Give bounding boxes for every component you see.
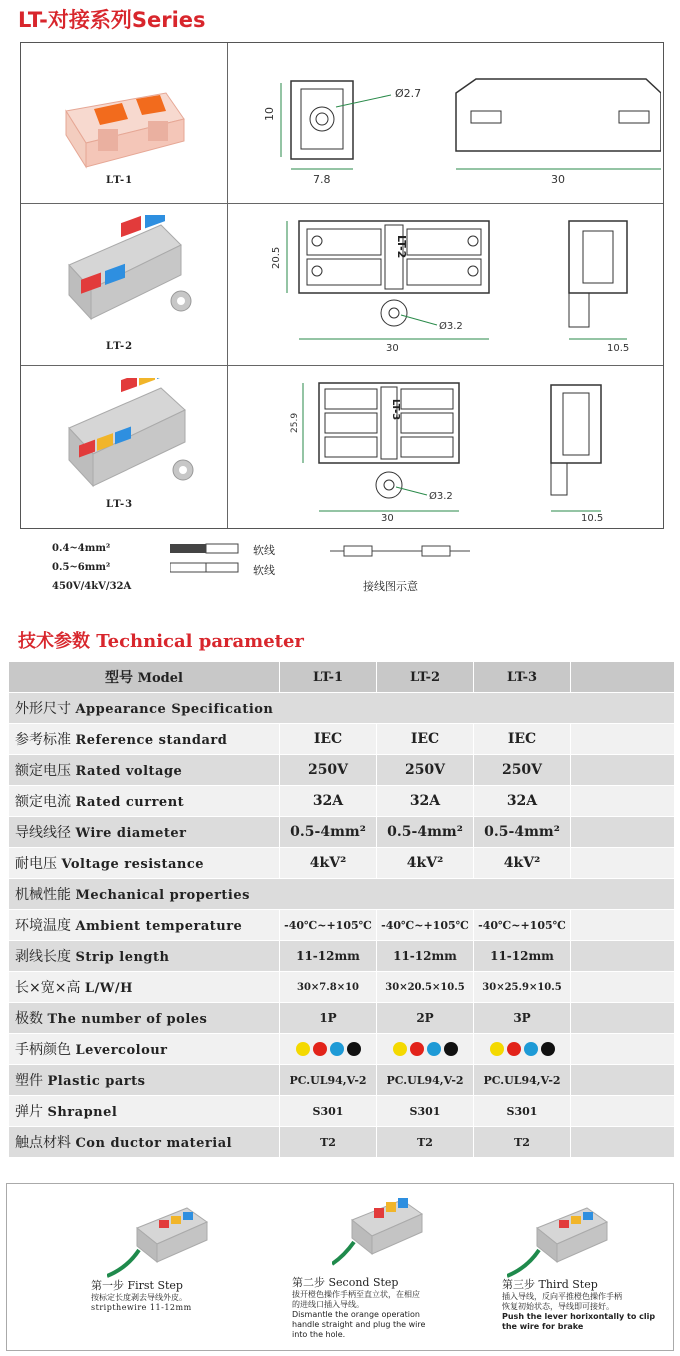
table-header-row xyxy=(9,662,675,693)
row-value: 0.5-4mm² xyxy=(377,817,474,848)
row-spacer xyxy=(571,724,675,755)
table-row xyxy=(9,1096,675,1127)
row-value: 4kV² xyxy=(280,848,377,879)
row-label: 额定电压 Rated voltage xyxy=(9,755,280,786)
step2-image xyxy=(332,1190,442,1270)
row-label: 极数 The number of poles xyxy=(9,1003,280,1034)
row-label: 弹片 Shrapnel xyxy=(9,1096,280,1127)
row-value: IEC xyxy=(474,724,571,755)
header-col-lt2: LT-2 xyxy=(377,662,474,693)
colour-swatch xyxy=(427,1042,441,1056)
lt2-dim-length: 30 xyxy=(386,343,399,354)
series-table xyxy=(20,42,664,529)
step3-desc: 插入导线，反向平推橙色操作手柄 恢复初始状态，导线即可接好。 Push the lever horixontally to clip the wire for brake xyxy=(502,1292,656,1331)
lt1-caption: LT-1 xyxy=(106,175,134,186)
row-label: 环境温度 Ambient temperature xyxy=(9,910,280,941)
row-value: 30×20.5×10.5 xyxy=(377,972,474,1003)
legend-soft2: 软线 xyxy=(253,564,275,577)
legend-wiring: 接线图示意 xyxy=(363,580,418,593)
header-col-lt3: LT-3 xyxy=(474,662,571,693)
row-value: 32A xyxy=(377,786,474,817)
row-value: 0.5-4mm² xyxy=(474,817,571,848)
row-spacer xyxy=(571,1034,675,1065)
table-row xyxy=(9,1127,675,1158)
table-row xyxy=(9,786,675,817)
lt1-dim-hole: Ø2.7 xyxy=(395,87,422,100)
colour-swatch xyxy=(490,1042,504,1056)
row-value: 4kV² xyxy=(377,848,474,879)
row-label: 耐电压 Voltage resistance xyxy=(9,848,280,879)
row-label: 机械性能 Mechanical properties xyxy=(9,879,675,910)
legend-size2: 0.5~6mm² xyxy=(52,562,111,573)
lt2-dim-hole: Ø3.2 xyxy=(439,321,463,332)
lt3-dim-hole: Ø3.2 xyxy=(429,491,453,502)
step2-desc: 拔开橙色操作手柄至直立状，在相应 的进线口插入导线。 Dismantle the orange operation handle straight and plug the wire into the hole. xyxy=(292,1290,426,1339)
lt3-drawing xyxy=(251,373,661,523)
colour-swatch xyxy=(524,1042,538,1056)
colour-swatch xyxy=(507,1042,521,1056)
row-spacer xyxy=(571,786,675,817)
header-model: 型号 Model xyxy=(9,662,280,693)
step1-title: 第一步 First Step xyxy=(91,1279,183,1292)
row-value: 250V xyxy=(377,755,474,786)
lt1-product-image xyxy=(56,71,196,181)
lt3-dim-height: 25.9 xyxy=(290,412,300,433)
row-label: 手柄颜色 Levercolour xyxy=(9,1034,280,1065)
row-value: T2 xyxy=(377,1127,474,1158)
table-row xyxy=(9,724,675,755)
table-row xyxy=(9,941,675,972)
colour-swatch xyxy=(330,1042,344,1056)
row-value: 250V xyxy=(474,755,571,786)
lt3-product-image xyxy=(61,378,211,498)
legend-size1: 0.4~4mm² xyxy=(52,543,111,554)
row-label: 长×宽×高 L/W/H xyxy=(9,972,280,1003)
legend-rating: 450V/4kV/32A xyxy=(52,581,132,592)
lt3-caption: LT-3 xyxy=(106,499,134,510)
row-value: 11-12mm xyxy=(474,941,571,972)
table-row xyxy=(9,879,675,910)
lt2-dim-height: 20.5 xyxy=(271,246,282,269)
step1-desc: 按标定长度剥去导线外皮。 stripthewire 11-12mm xyxy=(91,1293,192,1312)
table-row xyxy=(9,848,675,879)
page-title: LT-对接系列Series xyxy=(18,8,206,32)
row-value: 11-12mm xyxy=(280,941,377,972)
row-value: 11-12mm xyxy=(377,941,474,972)
row-spacer xyxy=(571,1003,675,1034)
tech-title-en: Technical parameter xyxy=(96,631,304,652)
lever-colour-swatches xyxy=(280,1034,377,1065)
header-col-lt1: LT-1 xyxy=(280,662,377,693)
legend-soft1: 软线 xyxy=(253,544,275,557)
row-value: PC.UL94,V-2 xyxy=(377,1065,474,1096)
row-value: PC.UL94,V-2 xyxy=(474,1065,571,1096)
row-value: T2 xyxy=(280,1127,377,1158)
row-label: 触点材料 Con ductor material xyxy=(9,1127,280,1158)
lt2-drawing xyxy=(251,211,661,356)
lever-colour-swatches xyxy=(474,1034,571,1065)
colour-swatch xyxy=(410,1042,424,1056)
table-row xyxy=(9,910,675,941)
table-row xyxy=(9,1034,675,1065)
step1-image xyxy=(107,1198,217,1278)
colour-swatch xyxy=(347,1042,361,1056)
row-value: 3P xyxy=(474,1003,571,1034)
row-spacer xyxy=(571,972,675,1003)
steps-panel xyxy=(6,1183,674,1351)
legend-wire-icons xyxy=(170,541,246,575)
colour-swatch xyxy=(393,1042,407,1056)
table-row xyxy=(9,755,675,786)
row-value: 30×7.8×10 xyxy=(280,972,377,1003)
row-value: -40℃~+105℃ xyxy=(474,910,571,941)
row-spacer xyxy=(571,848,675,879)
colour-swatch xyxy=(313,1042,327,1056)
row-value: -40℃~+105℃ xyxy=(377,910,474,941)
lt1-dim-height: 10 xyxy=(263,107,276,121)
wiring-diagram-icon xyxy=(330,544,470,558)
row-value: -40℃~+105℃ xyxy=(280,910,377,941)
row-label: 外形尺寸 Appearance Specification xyxy=(9,693,675,724)
row-label: 塑件 Plastic parts xyxy=(9,1065,280,1096)
row-value: 32A xyxy=(474,786,571,817)
table-row xyxy=(9,972,675,1003)
lt1-drawing xyxy=(251,61,661,191)
row-value: 250V xyxy=(280,755,377,786)
row-label: 导线线径 Wire diameter xyxy=(9,817,280,848)
row-value: S301 xyxy=(474,1096,571,1127)
row-value: 2P xyxy=(377,1003,474,1034)
lt2-product-image xyxy=(61,215,211,335)
tech-title-cn: 技术参数 xyxy=(18,631,90,652)
row-value: IEC xyxy=(280,724,377,755)
row-value: IEC xyxy=(377,724,474,755)
row-value: PC.UL94,V-2 xyxy=(280,1065,377,1096)
lt1-dim-length: 30 xyxy=(551,173,565,186)
row-value: 4kV² xyxy=(474,848,571,879)
row-spacer xyxy=(571,1065,675,1096)
row-value: 32A xyxy=(280,786,377,817)
row-value: 0.5-4mm² xyxy=(280,817,377,848)
table-row xyxy=(9,1065,675,1096)
row-spacer xyxy=(571,1127,675,1158)
lt2-caption: LT-2 xyxy=(106,341,134,352)
row-label: 额定电流 Rated current xyxy=(9,786,280,817)
lt3-dim-length: 30 xyxy=(381,513,394,523)
header-spacer xyxy=(571,662,675,693)
lever-colour-swatches xyxy=(377,1034,474,1065)
row-spacer xyxy=(571,910,675,941)
table-row xyxy=(9,1003,675,1034)
row-spacer xyxy=(571,817,675,848)
row-value: S301 xyxy=(377,1096,474,1127)
colour-swatch xyxy=(296,1042,310,1056)
row-value: 30×25.9×10.5 xyxy=(474,972,571,1003)
tech-title xyxy=(18,627,304,653)
colour-swatch xyxy=(444,1042,458,1056)
row-spacer xyxy=(571,941,675,972)
table-row xyxy=(9,817,675,848)
lt2-dim-depth: 10.5 xyxy=(607,343,630,354)
row-spacer xyxy=(571,1096,675,1127)
row-value: S301 xyxy=(280,1096,377,1127)
spec-table xyxy=(8,661,675,1158)
lt3-dim-depth: 10.5 xyxy=(581,513,604,523)
colour-swatch xyxy=(541,1042,555,1056)
lt2-part-label: LT-2 xyxy=(395,235,408,259)
row-spacer xyxy=(571,755,675,786)
table-row xyxy=(9,693,675,724)
row-label: 参考标准 Reference standard xyxy=(9,724,280,755)
step3-image xyxy=(507,1198,617,1278)
step2-title: 第二步 Second Step xyxy=(292,1276,399,1289)
step3-title: 第三步 Third Step xyxy=(502,1278,598,1291)
lt3-part-label: LT-3 xyxy=(390,399,401,421)
row-value: T2 xyxy=(474,1127,571,1158)
row-label: 剥线长度 Strip length xyxy=(9,941,280,972)
lt1-dim-width: 7.8 xyxy=(313,173,331,186)
row-value: 1P xyxy=(280,1003,377,1034)
